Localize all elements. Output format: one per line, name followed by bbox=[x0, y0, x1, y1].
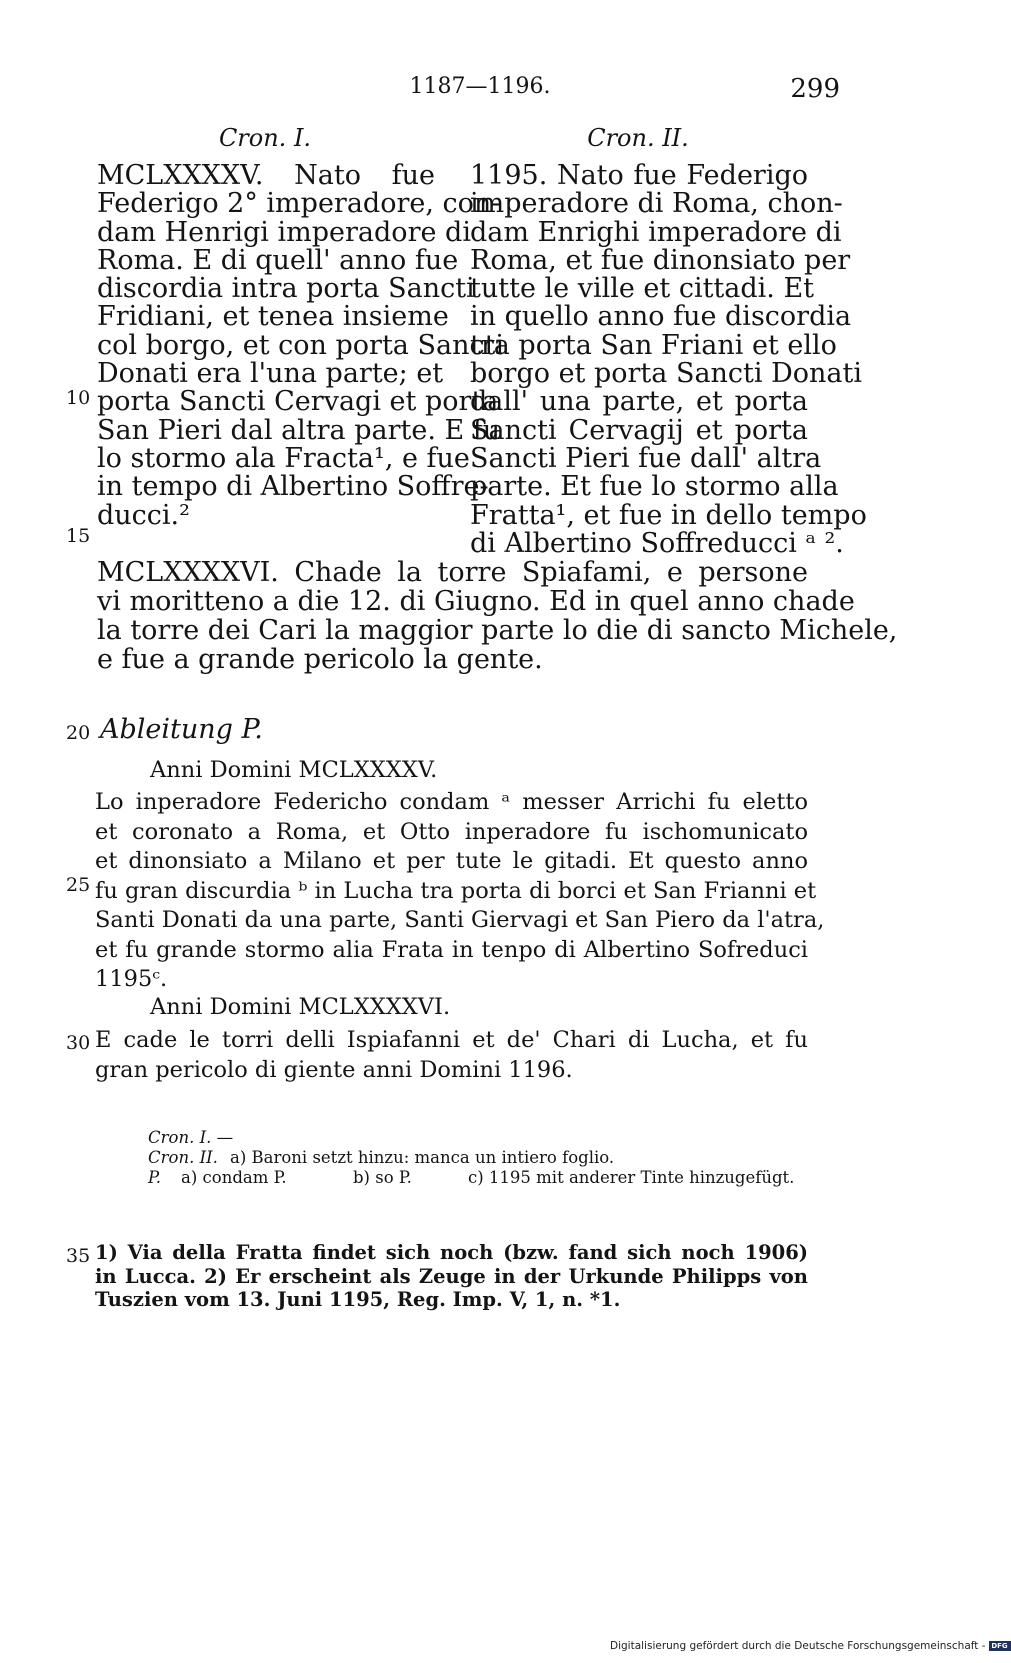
paragraph-1196-line: MCLXXXXVI. Chade la torre Spiafami, e persone bbox=[97, 557, 808, 588]
col1-line: MCLXXXXV. Nato fue bbox=[97, 160, 435, 191]
ableitung-paragraph-1195 bbox=[95, 788, 825, 995]
col2-line: imperadore di Roma, chon- bbox=[470, 188, 843, 220]
ableitung-1195-line: Santi Donati da una parte, Santi Giervagi et San Piero da l'atra, bbox=[95, 907, 825, 933]
ableitung-paragraph-1196 bbox=[95, 1026, 808, 1085]
apparatus-p-label: P. bbox=[148, 1168, 162, 1187]
col1-line: ducci.² bbox=[97, 499, 190, 531]
col2-text bbox=[470, 160, 867, 559]
apparatus-p bbox=[148, 1168, 808, 1188]
paragraph-1196-line: vi moritteno a die 12. di Giugno. Ed in quel anno chade bbox=[97, 586, 855, 617]
running-header: 1187—1196. bbox=[409, 74, 551, 99]
line-number-15: 15 bbox=[66, 525, 91, 547]
apparatus-notes bbox=[148, 1128, 808, 1188]
ableitung-1195-line: 1195ᶜ. bbox=[95, 966, 168, 992]
ableitung-1195-line: Lo inperadore Federicho condam ᵃ messer Arrichi fu eletto bbox=[95, 789, 808, 815]
paragraph-1196 bbox=[97, 557, 898, 675]
col2-line: Fratta¹, et fue in dello tempo bbox=[470, 499, 867, 531]
ableitung-1195-line: et fu grande stormo alia Frata in tenpo di Albertino Sofreduci bbox=[95, 936, 808, 963]
col1-line: Donati era l'una parte; et bbox=[97, 358, 444, 390]
col1-heading: Cron. I. bbox=[218, 124, 312, 152]
col1-line: discordia intra porta Sancti bbox=[97, 273, 475, 305]
apparatus-cron2 bbox=[148, 1148, 808, 1168]
col2-line: in quello anno fue discordia bbox=[470, 301, 852, 333]
ableitung-1195-line: et coronato a Roma, et Otto inperadore fu ischomunicato bbox=[95, 818, 808, 845]
col1-line: Roma. E di quell' anno fue bbox=[97, 244, 459, 276]
col2-heading: Cron. II. bbox=[587, 124, 689, 152]
footnote-line: in Lucca. 2) Er erscheint als Zeuge in der Urkunde Philipps von bbox=[95, 1264, 808, 1288]
line-number-35: 35 bbox=[66, 1245, 91, 1267]
line-number-30: 30 bbox=[66, 1032, 91, 1054]
line-number-20: 20 bbox=[66, 722, 91, 744]
paragraph-1196-line: e fue a grande pericolo la gente. bbox=[97, 644, 543, 675]
col1-line: porta Sancti Cervagi et porta bbox=[97, 386, 499, 418]
line-number-25: 25 bbox=[66, 874, 91, 896]
col1-line: in tempo di Albertino Soffre- bbox=[97, 471, 489, 503]
ableitung-heading: Ableitung P. bbox=[100, 714, 263, 745]
dfg-logo: DFG bbox=[989, 1641, 1011, 1651]
ableitung-1195-line: fu gran discurdia ᵇ in Lucha tra porta di borci et San Frianni et bbox=[95, 877, 817, 904]
col1-text bbox=[97, 160, 505, 531]
line-number-10: 10 bbox=[66, 387, 91, 409]
anni-domini-1196: Anni Domini MCLXXXXVI. bbox=[150, 994, 451, 1020]
paragraph-1196-line: la torre dei Cari la maggior parte lo die di sancto Michele, bbox=[97, 615, 898, 646]
ableitung-1196-line: E cade le torri delli Ispiafanni et de' Chari di Lucha, et fu bbox=[95, 1027, 808, 1053]
apparatus-cron2-label: Cron. II. bbox=[148, 1148, 218, 1167]
col2-line: tutte le ville et cittadi. Et bbox=[470, 273, 815, 305]
ableitung-1195-line: et dinonsiato a Milano et per tute le gitadi. Et questo anno bbox=[95, 848, 808, 874]
digitization-credit bbox=[610, 1640, 1008, 1652]
col1-line: lo stormo ala Fracta¹, e fue bbox=[97, 442, 470, 474]
apparatus-cron1: Cron. I. — bbox=[148, 1128, 234, 1147]
page-number: 299 bbox=[790, 74, 840, 104]
apparatus-p-note-c: c) 1195 mit anderer Tinte hinzugefügt. bbox=[468, 1168, 795, 1187]
footnotes bbox=[95, 1241, 808, 1312]
apparatus-cron2-note: a) Baroni setzt hinzu: manca un intiero foglio. bbox=[230, 1148, 615, 1167]
col2-line: tra porta San Friani et ello bbox=[470, 329, 837, 361]
col2-line: 1195. Nato fue Federigo bbox=[470, 160, 808, 191]
ableitung-1196-line: gran pericolo di giente anni Domini 1196. bbox=[95, 1056, 573, 1083]
col1-line: San Pieri dal altra parte. E fu bbox=[97, 414, 501, 446]
col2-line: di Albertino Soffreducci ᵃ ². bbox=[470, 527, 844, 559]
col1-line: Federigo 2° imperadore, con- bbox=[97, 188, 501, 220]
col1-line: col borgo, et con porta Sancti bbox=[97, 329, 505, 361]
col2-line: dall' una parte, et porta bbox=[470, 386, 808, 418]
apparatus-p-note-b: b) so P. bbox=[353, 1168, 412, 1187]
col1-line: dam Henrigi imperadore di bbox=[97, 216, 471, 248]
col2-line: Sancti Cervagij et porta bbox=[470, 414, 808, 446]
apparatus-p-note-a: a) condam P. bbox=[181, 1168, 287, 1187]
col2-line: Roma, et fue dinonsiato per bbox=[470, 244, 851, 276]
col2-line: Sancti Pieri fue dall' altra bbox=[470, 442, 822, 474]
footnote-line: 1) Via della Fratta findet sich noch (bzw. fand sich noch 1906) bbox=[95, 1241, 808, 1264]
col2-line: dam Enrighi imperadore di bbox=[470, 216, 842, 248]
credit-text: Digitalisierung gefördert durch die Deutsche Forschungsgemeinschaft - bbox=[610, 1640, 986, 1652]
footnote-line: Tuszien vom 13. Juni 1195, Reg. Imp. V, 1, n. *1. bbox=[95, 1288, 621, 1311]
col2-line: parte. Et fue lo stormo alla bbox=[470, 471, 839, 503]
col1-line: Fridiani, et tenea insieme bbox=[97, 301, 449, 333]
col2-line: borgo et porta Sancti Donati bbox=[470, 358, 863, 390]
anni-domini-1195: Anni Domini MCLXXXXV. bbox=[150, 757, 438, 783]
